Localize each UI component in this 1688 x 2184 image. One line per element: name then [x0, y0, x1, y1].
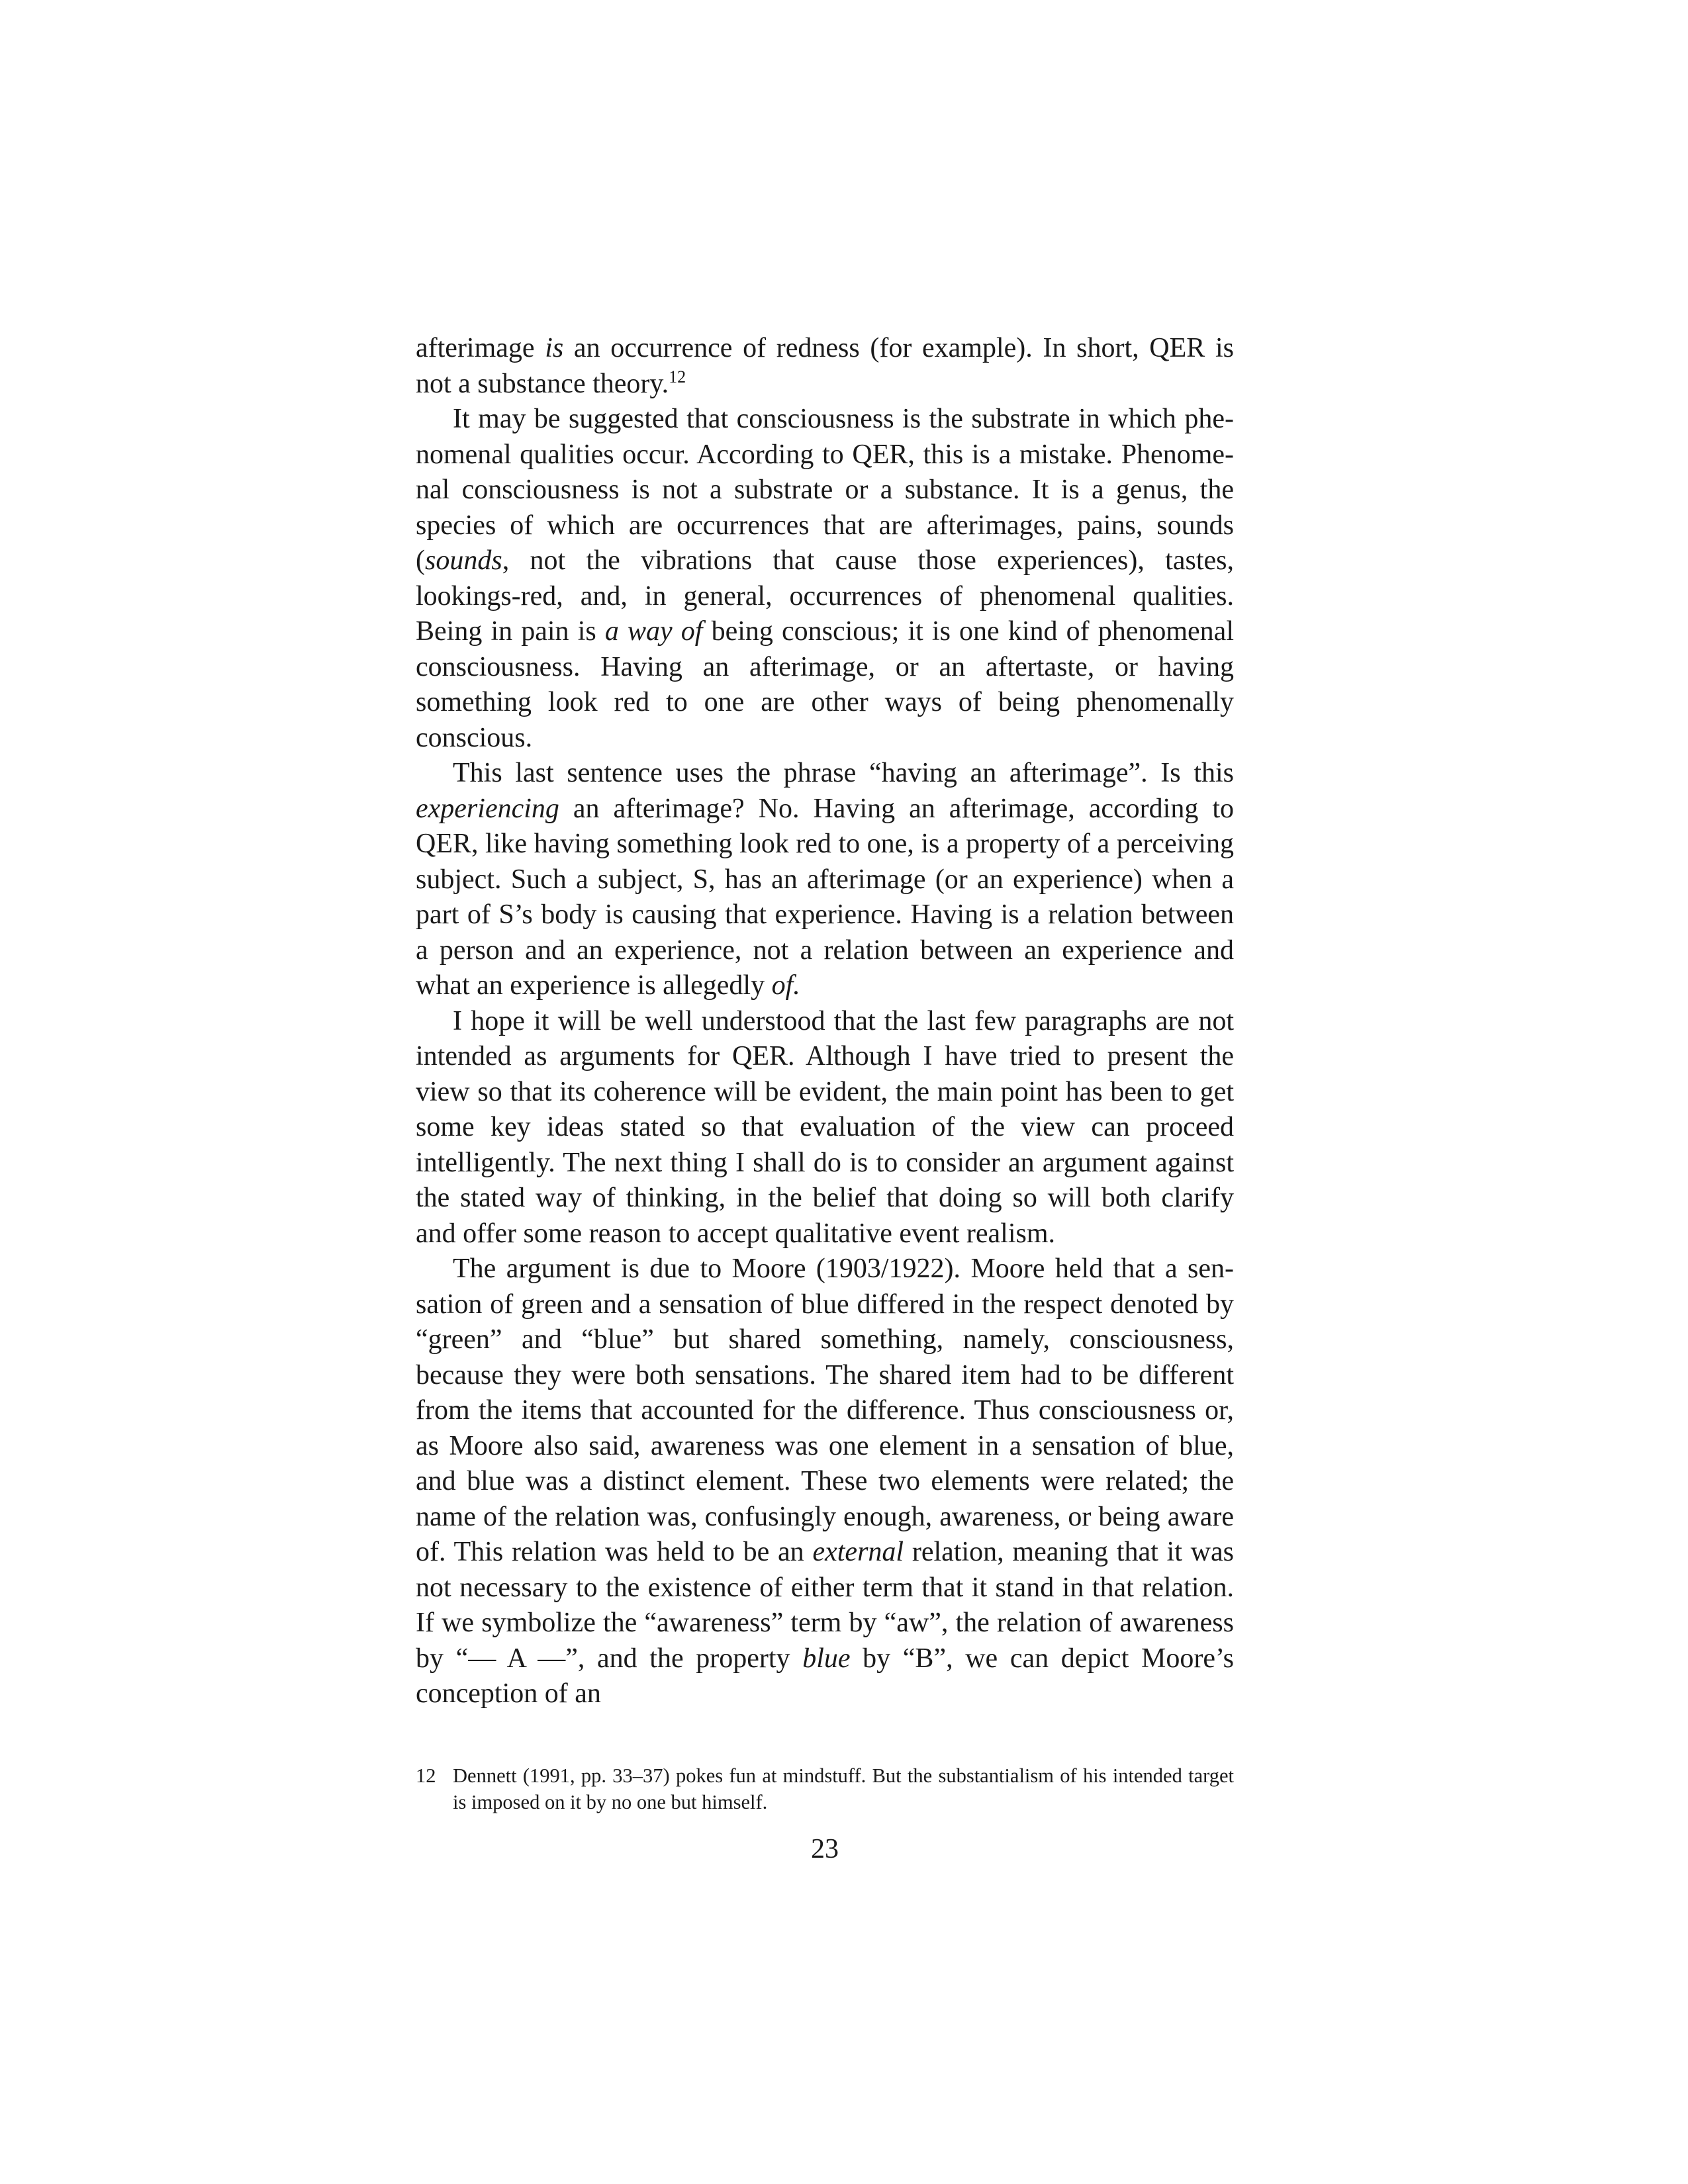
footnote-text: Dennett (1991, pp. 33–37) pokes fun at mindstuff. But the substantialism of his intended target is imposed on it by no one but himself. — [453, 1764, 1234, 1813]
paragraph — [416, 756, 1234, 1004]
text-run: an afterimage? No. Having an afterimage, according to QER, like having something look red to one, is a property of a perceiving subject. Such a subject, S, has an afterimage (or an experience) when a part of S’s body is causing that experience. Having is a relation between a person and an experience, not a relation between an experience and what an experience is allegedly — [416, 793, 1234, 1001]
italic-text: is — [545, 333, 564, 363]
italic-text: sounds — [425, 545, 502, 576]
text-run: an occurrence of redness (for example). In short, QER is not a substance theory. — [416, 333, 1235, 399]
text-run: , not the vibrations that cause those experiences), tastes, lookings-red, and, in general, occurrences of phenomenal qualities. Being in pain is — [416, 545, 1234, 647]
text-run: relation, meaning that it was not necessary to the existence of either term that it stand in that relation. If we symbolize the “awareness” term by “aw”, the relation of awareness by “— A —”, and the property — [416, 1537, 1234, 1674]
italic-text: a way of — [604, 616, 703, 647]
paragraph — [416, 402, 1234, 756]
text-run: I hope it will be well understood that the last few paragraphs are not intended as arguments for QER. Although I have tried to present the view so that its coherence will be evident, the main point has been to get some key ideas stated so that evaluation of the view can proceed intelligently. The next thing I shall do is to consider an argument against the stated way of thinking, in the belief that doing so will both clarify and offer some reason to accept qualitative event realism. — [416, 1005, 1234, 1249]
footnote — [416, 1762, 1234, 1815]
footnote-ref: 12 — [669, 367, 686, 387]
paragraph — [416, 1004, 1234, 1252]
text-run: being conscious; it is one kind of phenomenal consciousness. Having an afterimage, or an aftertaste, or having something look red to one are other ways of being phenomenally conscious. — [416, 616, 1234, 753]
footnotes — [416, 1762, 1234, 1815]
page-number: 23 — [811, 1834, 839, 1864]
page — [416, 331, 1234, 1815]
text-run: afterimage — [416, 333, 545, 363]
italic-text: of. — [771, 970, 800, 1001]
paragraph — [416, 331, 1234, 402]
text-run: It may be suggested that consciousness is the substrate in which phenomenal qualities occur. According to QER, this is a mistake. Phenomenal consciousness is not a substrate or a substance. It is a genus, the species of which are occurrences that are afterimages, pains, sounds ( — [416, 404, 1234, 576]
italic-text: experiencing — [416, 793, 559, 824]
italic-text: external — [812, 1537, 904, 1567]
body-text — [416, 331, 1234, 1712]
text-run: This last sentence uses the phrase “having an afterimage”. Is this — [453, 758, 1234, 788]
text-run: by “B”, we can depict Moore’s conception of an — [416, 1643, 1234, 1709]
italic-text: blue — [802, 1643, 851, 1674]
footnote-number: 12 — [416, 1764, 436, 1787]
paragraph — [416, 1251, 1234, 1712]
text-run: The argument is due to Moore (1903/1922). Moore held that a sensation of green and a sensation of blue differed in the respect denoted by “green” and “blue” but shared something, namely, consciousness, because they were both sensations. The shared item had to be different from the items that accounted for the difference. Thus consciousness or, as Moore also said, awareness was one element in a sensation of blue, and blue was a distinct element. These two elements were related; the name of the relation was, confusingly enough, awareness, or being aware of. This relation was held to be an — [416, 1253, 1234, 1567]
